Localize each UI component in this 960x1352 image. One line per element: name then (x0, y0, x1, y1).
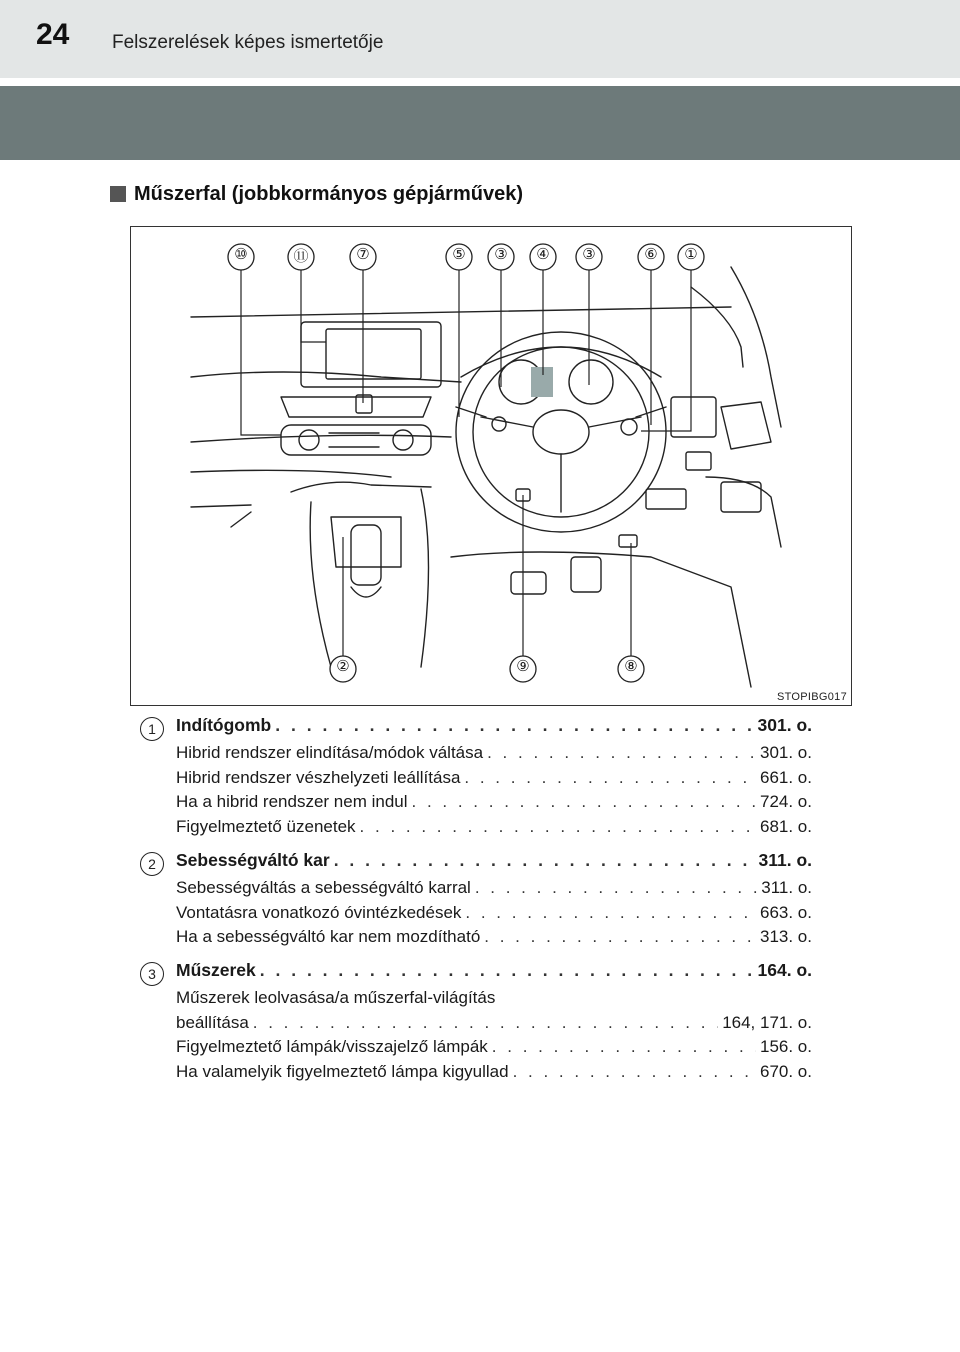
leader-dots (253, 1013, 718, 1033)
leader-dots (475, 878, 757, 898)
section-heading (110, 179, 523, 209)
item-page: 164, 171. o. (722, 1012, 812, 1032)
item-page: 311. o. (761, 878, 812, 897)
leader-dots (484, 927, 756, 947)
item-page: 663. o. (760, 902, 812, 922)
leader-dots (334, 850, 755, 871)
item-text: Ha valamelyik figyelmeztető lámpa kigyullad (176, 1061, 509, 1081)
item-text: Hibrid rendszer vészhelyzeti leállítása (176, 767, 461, 787)
item-page: 156. o. (760, 1037, 812, 1056)
entry-item-wrap: Műszerek leolvasása/a műszerfal-világítás (176, 988, 496, 1007)
callout-4: ④ (536, 246, 550, 263)
entry-title: Sebességváltó kar (176, 850, 330, 870)
dashboard-illustration (130, 226, 852, 706)
item-page: 313. o. (760, 927, 812, 946)
entry-title: Indítógomb (176, 715, 272, 735)
callout-labels-top (131, 227, 852, 287)
entry-page: 301. o. (757, 715, 812, 735)
leader-dots (492, 1037, 756, 1057)
item-text: Figyelmeztető üzenetek (176, 816, 356, 836)
callout-3a: ③ (494, 246, 508, 263)
entry-item (176, 1062, 812, 1086)
running-title: Felszerelések képes ismertetője (112, 32, 384, 53)
item-text: Ha a hibrid rendszer nem indul (176, 792, 408, 811)
dashboard-line-drawing (131, 227, 852, 706)
entry-start-button (148, 715, 812, 841)
callout-5: ⑤ (452, 246, 466, 263)
entry-title-line (176, 850, 812, 874)
page-number: 24 (36, 18, 70, 51)
entry-shift-lever (148, 850, 812, 952)
leader-dots (464, 768, 756, 788)
callout-2: ② (336, 658, 350, 675)
callout-labels-bottom (131, 647, 852, 687)
leader-dots (360, 817, 756, 837)
section-bullet-icon (110, 186, 126, 202)
item-page: 681. o. (760, 816, 812, 836)
entry-item (176, 743, 812, 767)
entry-title-line (176, 960, 812, 984)
callout-6: ⑥ (644, 246, 658, 263)
callout-8: ⑧ (624, 658, 638, 675)
leader-dots (465, 903, 756, 923)
entry-badge: 3 (140, 962, 164, 986)
item-page: 670. o. (760, 1061, 812, 1081)
callout-3b: ③ (582, 246, 596, 263)
entry-item (176, 903, 812, 927)
item-page: 661. o. (760, 767, 812, 787)
entry-item (176, 817, 812, 841)
callout-7: ⑦ (356, 246, 370, 263)
callout-1: ① (684, 246, 698, 263)
entry-item (176, 878, 812, 902)
entry-item (176, 1037, 812, 1061)
item-text: Ha a sebességváltó kar nem mozdítható (176, 927, 481, 946)
leader-dots (412, 792, 756, 812)
section-title: Műszerfal (jobbkormányos gépjárművek) (134, 182, 523, 205)
entry-meters (148, 960, 812, 1086)
item-page: 724. o. (760, 792, 812, 811)
item-text: beállítása (176, 1012, 249, 1032)
callout-10: ⑩ (234, 246, 248, 263)
entry-title-line (176, 715, 812, 739)
leader-dots (275, 715, 753, 736)
entry-item (176, 792, 812, 816)
entry-item (176, 927, 812, 951)
item-page: 301. o. (760, 743, 812, 762)
callout-9: ⑨ (516, 658, 530, 675)
item-text: Hibrid rendszer elindítása/módok váltása (176, 743, 484, 762)
leader-dots (260, 960, 754, 981)
leader-dots (487, 743, 756, 763)
header-band (0, 86, 960, 160)
entry-title: Műszerek (176, 960, 256, 980)
entry-item (176, 1013, 812, 1037)
item-text: Vontatásra vonatkozó óvintézkedések (176, 902, 462, 922)
entry-badge: 1 (140, 717, 164, 741)
entry-badge: 2 (140, 852, 164, 876)
callout-11: ⑪ (293, 248, 309, 265)
item-text: Figyelmeztető lámpák/visszajelző lámpák (176, 1037, 488, 1056)
figure-code: STOPIBG017 (776, 691, 847, 703)
item-text: Sebességváltás a sebességváltó karral (176, 878, 471, 897)
entry-page: 164. o. (757, 960, 812, 980)
page-header (0, 0, 960, 78)
entry-item (176, 768, 812, 792)
entry-page: 311. o. (758, 850, 812, 870)
leader-dots (513, 1062, 756, 1082)
